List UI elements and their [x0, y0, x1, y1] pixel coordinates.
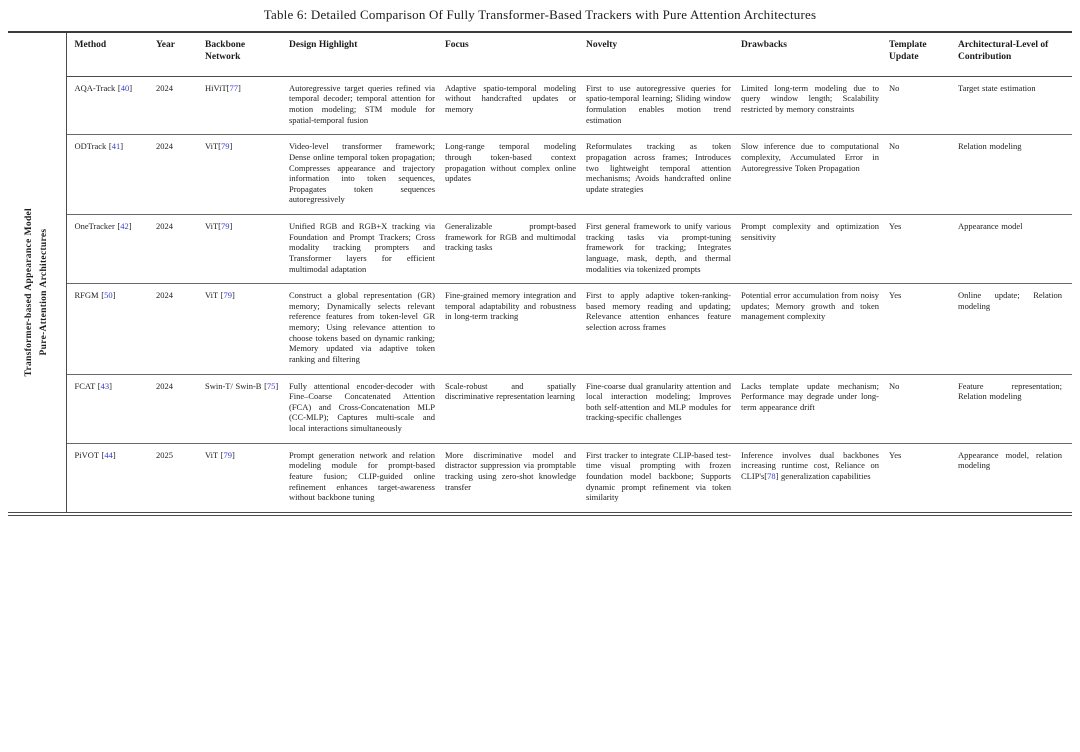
cell-text: Online update; Relation modeling — [958, 290, 1062, 311]
column-header-template: Template Update — [889, 32, 958, 76]
cell-text: Reformulates tracking as token propagation across frames; Introduces two lightweight temporal attention mechanisms; Avoids handcrafted online update strategies — [586, 141, 731, 194]
cell-text: Limited long-term modeling due to query window length; Scalability restricted by memory constraints — [741, 82, 879, 114]
column-header-arch: Architectural-Level of Contribution — [958, 32, 1072, 76]
cell-text: Fully attentional encoder-decoder with Fine–Coarse Concatenated Attention (FCA) and Cross-Concatenation MLP (CC-MLP); Captures multi-scale and local interactions simultaneously — [289, 380, 435, 433]
cell-drawbacks — [741, 374, 889, 443]
cell-text: First general framework to unify various tracking tasks via prompt-tuning framework for tracking; Integrates language, mask, depth, and thermal modalities via tokenized prompts — [586, 221, 731, 274]
cell-drawbacks — [741, 284, 889, 374]
cell-text: ViT[ — [205, 141, 222, 152]
cell-drawbacks — [741, 443, 889, 514]
cell-novelty — [586, 215, 741, 284]
column-header-year: Year — [156, 32, 205, 76]
cell-text: Yes — [889, 221, 902, 231]
cell-method — [66, 135, 156, 215]
citation-link[interactable]: 41 — [111, 141, 121, 152]
cell-novelty — [586, 374, 741, 443]
cell-text: ViT [ — [205, 290, 224, 301]
row-group-header-spacer — [8, 32, 66, 76]
cell-backbone — [205, 374, 289, 443]
cell-arch — [958, 284, 1072, 374]
cell-text: Slow inference due to computational complexity, Accumulated Error in Autoregressive Token Propagation — [741, 141, 879, 173]
column-header-novelty: Novelty — [586, 32, 741, 76]
cell-text: ] — [231, 449, 235, 460]
cell-text: ] — [129, 82, 133, 93]
table-row — [8, 443, 1072, 514]
cell-text: Potential error accumulation from noisy updates; Memory growth and token management complexity — [741, 290, 879, 322]
cell-text: No — [889, 82, 900, 93]
cell-backbone — [205, 284, 289, 374]
citation-link[interactable]: 79 — [223, 449, 232, 460]
cell-template — [889, 76, 958, 135]
cell-novelty — [586, 284, 741, 374]
cell-template — [889, 284, 958, 374]
cell-text: No — [889, 380, 900, 391]
citation-link[interactable]: 79 — [221, 141, 230, 152]
table-row — [8, 215, 1072, 284]
cell-year — [156, 76, 205, 135]
cell-text: ViT[ — [205, 221, 222, 231]
cell-text: ] — [275, 380, 279, 391]
rotated-group-label-line1: Transformer-based Appearance Model — [23, 208, 34, 377]
citation-link[interactable]: 42 — [120, 221, 129, 231]
cell-drawbacks — [741, 135, 889, 215]
cell-template — [889, 135, 958, 215]
cell-text: Feature representation; Relation modeling — [958, 380, 1062, 402]
cell-text: ] — [112, 449, 116, 460]
cell-text: 2024 — [156, 221, 173, 231]
cell-design — [289, 374, 445, 443]
cell-text: Inference involves dual backbones increasing runtime cost, Reliance on CLIP's[ — [741, 449, 879, 481]
cell-text: Long-range temporal modeling through token-based context propagation without complex online updates — [445, 141, 576, 184]
cell-focus — [445, 135, 586, 215]
cell-text: First to apply adaptive token-ranking-based memory reading and updating; Relevance attention enhances feature selection across frames — [586, 290, 731, 332]
cell-design — [289, 284, 445, 374]
cell-text: Generalizable prompt-based framework for RGB and multimodal tracking tasks — [445, 221, 576, 253]
citation-link[interactable]: 43 — [100, 380, 110, 391]
cell-template — [889, 443, 958, 514]
citation-link[interactable]: 77 — [229, 82, 239, 93]
cell-year — [156, 135, 205, 215]
column-header-drawbacks: Drawbacks — [741, 32, 889, 76]
cell-backbone — [205, 443, 289, 514]
cell-text: ] — [128, 221, 132, 231]
cell-text: Appearance model, relation modeling — [958, 449, 1062, 471]
cell-method — [66, 76, 156, 135]
cell-text: HiViT[ — [205, 82, 230, 93]
cell-text: Unified RGB and RGB+X tracking via Foundation and Prompt Trackers; Cross modality tracking prompters and Transformer layers for efficient multimodal adaptation — [289, 221, 435, 274]
cell-text: ] — [238, 82, 241, 93]
cell-text: Prompt generation network and relation modeling module for prompt-based feature fusion; CLIP-guided online refinement enhances target-awareness without backbone tuning — [289, 449, 435, 503]
cell-novelty — [586, 76, 741, 135]
citation-link[interactable]: 44 — [104, 449, 113, 460]
cell-text: Lacks template update mechanism; Performance may degrade under long-term appearance drift — [741, 380, 879, 412]
cell-text: ViT [ — [205, 449, 224, 460]
cell-year — [156, 284, 205, 374]
cell-focus — [445, 76, 586, 135]
cell-method — [66, 284, 156, 374]
rotated-group-label — [22, 208, 52, 376]
cell-template — [889, 374, 958, 443]
citation-link[interactable]: 79 — [223, 290, 232, 301]
cell-arch — [958, 76, 1072, 135]
cell-backbone — [205, 135, 289, 215]
cell-text: PiVOT [ — [74, 449, 105, 460]
cell-year — [156, 374, 205, 443]
cell-text: 2024 — [156, 380, 173, 391]
citation-link[interactable]: 79 — [221, 221, 230, 231]
cell-text: ODTrack [ — [74, 141, 112, 152]
cell-text: ] — [120, 141, 124, 152]
cell-year — [156, 215, 205, 284]
cell-text: ] — [229, 141, 233, 152]
column-header-backbone: Backbone Network — [205, 32, 289, 76]
cell-novelty — [586, 135, 741, 215]
cell-design — [289, 76, 445, 135]
cell-backbone — [205, 215, 289, 284]
table-row — [8, 135, 1072, 215]
cell-design — [289, 443, 445, 514]
row-group-label-cell — [8, 76, 66, 514]
cell-text: Swin-T/ Swin-B [ — [205, 380, 267, 391]
cell-drawbacks — [741, 215, 889, 284]
cell-novelty — [586, 443, 741, 514]
table-caption: Table 6: Detailed Comparison Of Fully Transformer-Based Trackers with Pure Attention Architectures — [263, 7, 817, 22]
cell-text: Prompt complexity and optimization sensitivity — [741, 221, 879, 242]
cell-text: ] — [229, 221, 233, 231]
cell-drawbacks — [741, 76, 889, 135]
citation-link[interactable]: 50 — [104, 290, 113, 301]
table-body — [8, 76, 1072, 514]
cell-focus — [445, 443, 586, 514]
table-row — [8, 76, 1072, 135]
cell-text: Video-level transformer framework; Dense online temporal token propagation; Compresses appearance and trajectory information into token sequences, Propagates token sequences autoregressively — [289, 141, 435, 205]
cell-arch — [958, 443, 1072, 514]
cell-text: Relation modeling — [958, 141, 1022, 152]
column-header-design: Design Highlight — [289, 32, 445, 76]
cell-text: More discriminative model and distractor suppression via promptable tracking using zero-shot knowledge transfer — [445, 449, 576, 492]
cell-backbone — [205, 76, 289, 135]
citation-link[interactable]: 40 — [120, 82, 130, 93]
cell-text: First to use autoregressive queries for spatio-temporal learning; Sliding window formulation enables motion trend estimation — [586, 82, 731, 125]
column-header-focus: Focus — [445, 32, 586, 76]
cell-text: Fine-coarse dual granularity attention and local interaction modeling; Improves both self-attention and MLP modules for tracking-specific challenges — [586, 380, 731, 423]
cell-method — [66, 443, 156, 514]
cell-text: 2024 — [156, 82, 173, 93]
cell-text: ] — [231, 290, 235, 301]
cell-design — [289, 135, 445, 215]
cell-text: ] generalization capabilities — [775, 470, 871, 481]
cell-text: Autoregressive target queries refined via temporal decoder; temporal attention for motion modeling; STM module for spatial-temporal fusion — [289, 82, 435, 125]
citation-link[interactable]: 78 — [767, 470, 776, 481]
comparison-table — [8, 31, 1072, 516]
cell-text: Yes — [889, 290, 902, 301]
cell-focus — [445, 284, 586, 374]
cell-text: 2024 — [156, 141, 173, 152]
table-row — [8, 284, 1072, 374]
cell-text: 2025 — [156, 449, 173, 460]
cell-text: AQA-Track [ — [74, 82, 121, 93]
cell-text: First tracker to integrate CLIP-based test-time visual prompting with frozen foundation model backbone; Supports dynamic prompt refinement via token similarity — [586, 449, 731, 503]
column-header-method: Method — [66, 32, 156, 76]
header-row — [8, 32, 1072, 76]
cell-arch — [958, 374, 1072, 443]
cell-text: FCAT [ — [74, 380, 101, 391]
cell-method — [66, 374, 156, 443]
cell-text: Scale-robust and spatially discriminative representation learning — [445, 380, 576, 402]
cell-arch — [958, 135, 1072, 215]
cell-focus — [445, 374, 586, 443]
cell-template — [889, 215, 958, 284]
cell-text: OneTracker [ — [74, 221, 121, 231]
cell-text: Target state estimation — [958, 82, 1036, 93]
cell-method — [66, 215, 156, 284]
cell-arch — [958, 215, 1072, 284]
cell-text: No — [889, 141, 900, 152]
cell-design — [289, 215, 445, 284]
cell-text: Appearance model — [958, 221, 1023, 231]
cell-text: Construct a global representation (GR) memory; Dynamically selects relevant reference features from token-level GR memory; Using relevance attention to choose tokens based on dynamic ranking; Memory updated via adaptive token ranking and filtering — [289, 290, 435, 364]
cell-text: Fine-grained memory integration and temporal adaptability and robustness in long-term tracking — [445, 290, 576, 322]
table-row — [8, 374, 1072, 443]
cell-text: Adaptive spatio-temporal modeling without handcrafted updates or memory — [445, 82, 576, 114]
comparison-table-wrap — [8, 31, 1072, 516]
cell-text: RFGM [ — [74, 290, 105, 301]
cell-text: ] — [112, 290, 116, 301]
cell-text: Yes — [889, 449, 902, 460]
rotated-group-label-line2: Pure-Attention Architectures — [38, 229, 49, 357]
cell-text: 2024 — [156, 290, 173, 301]
cell-text: ] — [109, 380, 112, 391]
citation-link[interactable]: 75 — [266, 380, 276, 391]
cell-focus — [445, 215, 586, 284]
cell-year — [156, 443, 205, 514]
